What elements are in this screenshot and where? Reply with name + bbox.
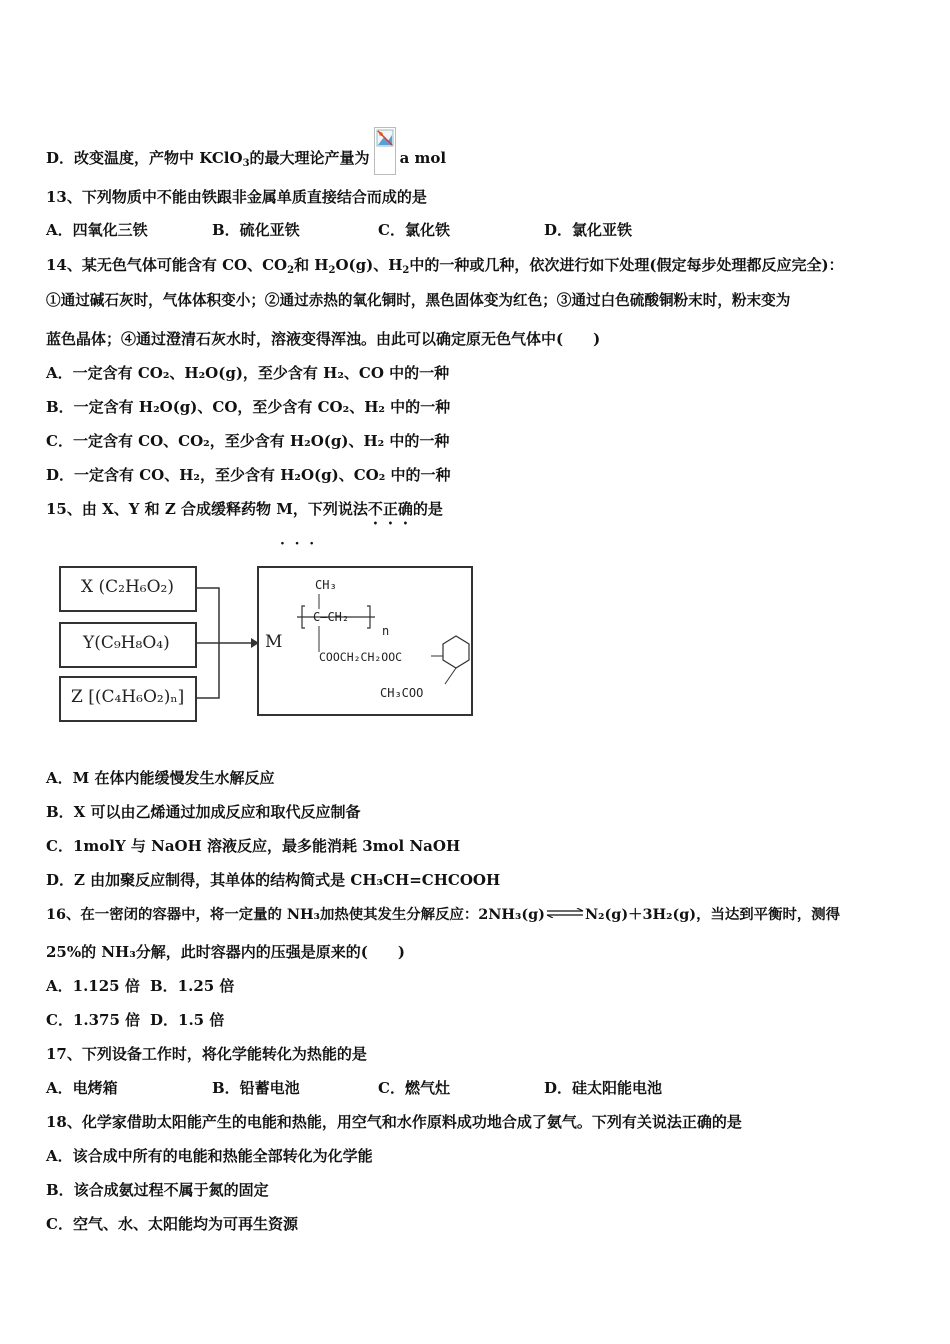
chain-label: C—CH₂ (313, 610, 350, 624)
q13-option-a: A．四氧化三铁 (46, 221, 148, 239)
q14-stem-line3: 蓝色晶体；④通过澄清石灰水时，溶液变得浑浊。由此可以确定原无色气体中( ) (46, 330, 601, 348)
q13-option-b: B．硫化亚铁 (212, 221, 300, 239)
q13-option-c: C．氯化铁 (378, 221, 450, 239)
q14-option-b: B．一定含有 H₂O(g)、CO，至少含有 CO₂、H₂ 中的一种 (46, 398, 451, 416)
ester-label: COOCH₂CH₂OOC (319, 650, 403, 664)
q16-stem-line1: 16、在一密闭的容器中，将一定量的 NH₃加热使其发生分解反应：2NH₃(g) N₂(g)＋3H₂(g)，当达到平衡时，测得 (46, 906, 841, 923)
q16-option-d: D．1.5 倍 (150, 1011, 225, 1029)
acetoxy-label: CH₃COO (380, 686, 424, 700)
x-label: X (C₂H₆O₂) (81, 577, 174, 597)
q16-stem-line2: 25%的 NH₃分解，此时容器内的压强是原来的( ) (46, 943, 405, 961)
q16-options-row1 (46, 976, 234, 996)
q12-option-d: D．改变温度，产物中 KClO$_3$的最大理论产量为 a mol (46, 127, 446, 175)
ch3-label: CH₃ (315, 578, 337, 592)
q15-option-b: B．X 可以由乙烯通过加成反应和取代反应制备 (46, 803, 361, 821)
q14-stem-line1: 14、某无色气体可能含有 CO、$CO_2$和 $H_2O(g)$、$H_2$中的一种或几种，依次进行如下处理(假定每步处理都反应完全)： (46, 256, 844, 276)
equilibrium-arrow-icon (545, 904, 585, 914)
q14-option-c: C．一定含有 CO、CO₂，至少含有 H₂O(g)、H₂ 中的一种 (46, 432, 450, 450)
q17-option-a: A．电烤箱 (46, 1079, 118, 1097)
q18-option-c: C．空气、水、太阳能均为可再生资源 (46, 1215, 298, 1233)
q14-option-a: A．一定含有 CO₂、H₂O(g)，至少含有 H₂、CO 中的一种 (46, 364, 450, 382)
synthesis-diagram (55, 556, 475, 726)
m-box (257, 566, 473, 716)
q16-options-row2 (46, 1010, 224, 1030)
q18-option-a: A．该合成中所有的电能和热能全部转化为化学能 (46, 1147, 373, 1165)
q17-option-c: C．燃气灶 (378, 1079, 450, 1097)
q17-options (46, 1078, 662, 1098)
q13-option-d: D．氯化亚铁 (544, 221, 633, 239)
q14-option-d: D．一定含有 CO、H₂，至少含有 H₂O(g)、CO₂ 中的一种 (46, 466, 451, 484)
q16-option-c: C．1.375 倍 (46, 1011, 141, 1029)
q15-option-a: A．M 在体内能缓慢发生水解反应 (46, 769, 275, 787)
broken-image-icon (374, 127, 396, 175)
q15-option-c: C．1molY 与 NaOH 溶液反应，最多能消耗 3mol NaOH (46, 837, 461, 855)
q17-option-d: D．硅太阳能电池 (544, 1079, 663, 1097)
q17-stem: 17、下列设备工作时，将化学能转化为热能的是 (46, 1045, 367, 1063)
z-label: Z [(C₄H₆O₂)ₙ] (71, 687, 185, 707)
q15-stem: 15、由 X、Y 和 Z 合成缓释药物 M，下列说法不正确的是 (46, 500, 443, 518)
y-label: Y(C₉H₈O₄) (83, 633, 170, 653)
q14-stem-line2: ①通过碱石灰时，气体体积变小；②通过赤热的氧化铜时，黑色固体变为红色；③通过白色硫酸铜粉末时，粉末变为 (46, 292, 791, 309)
q13-options (46, 220, 632, 240)
emphasis-dots: · · · (280, 536, 315, 552)
n-label: n (382, 624, 390, 638)
q13-stem: 13、下列物质中不能由铁跟非金属单质直接结合而成的是 (46, 188, 427, 206)
emphasis-text: 不正确 (367, 500, 413, 518)
q18-stem: 18、化学家借助太阳能产生的电能和热能，用空气和水作原料成功地合成了氨气。下列有关说法正确的是 (46, 1113, 742, 1131)
q18-option-b: B．该合成氨过程不属于氮的固定 (46, 1181, 269, 1199)
q17-option-b: B．铅蓄电池 (212, 1079, 300, 1097)
m-label: M (265, 632, 283, 652)
q16-option-b: B．1.25 倍 (150, 977, 235, 995)
q16-option-a: A．1.125 倍 (46, 977, 140, 995)
q15-option-d: D．Z 由加聚反应制得，其单体的结构简式是 CH₃CH=CHCOOH (46, 871, 501, 889)
